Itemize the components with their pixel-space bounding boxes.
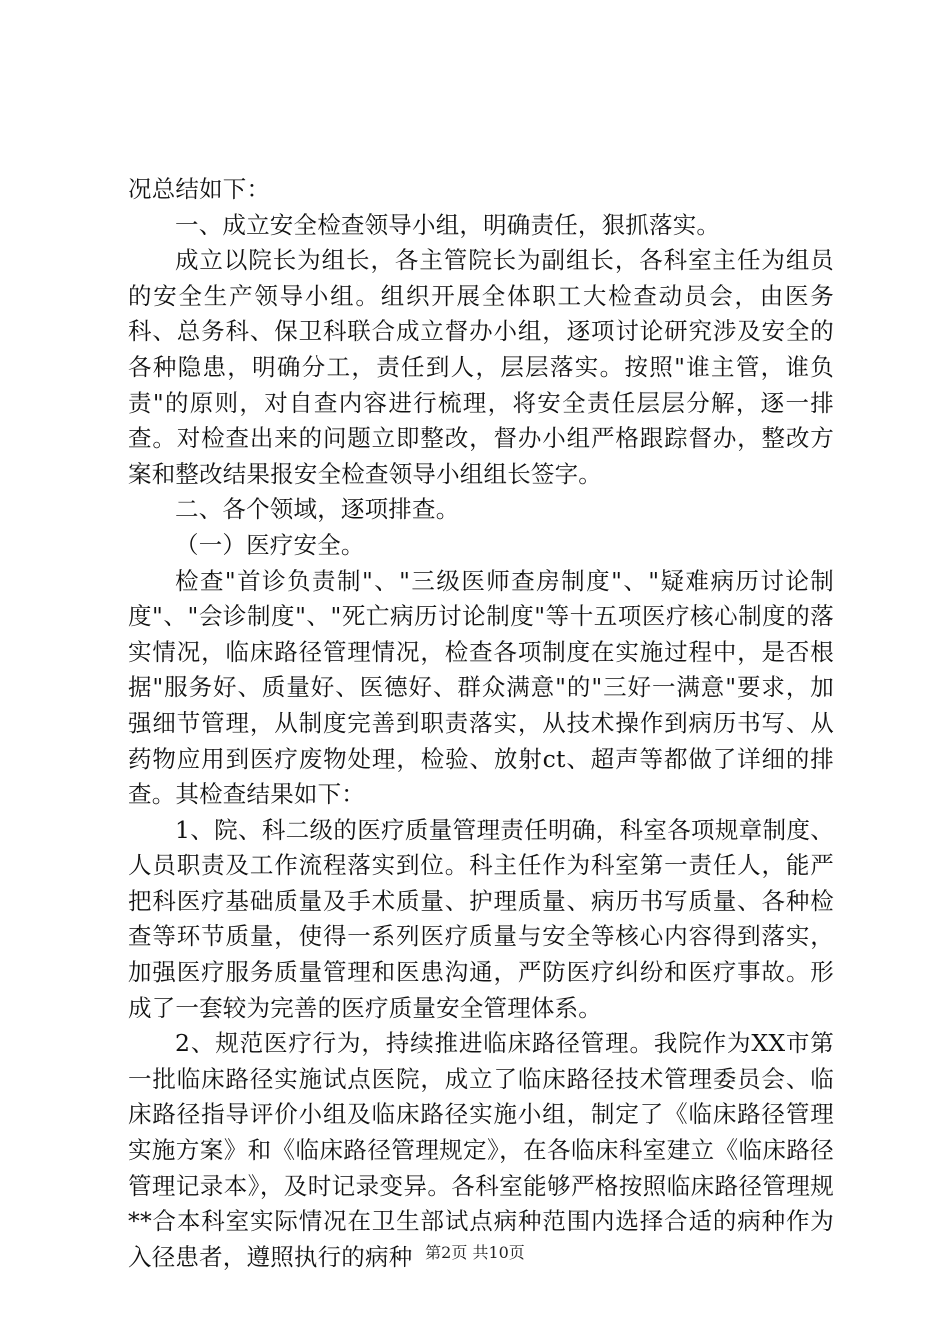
paragraph-7: 2、规范医疗行为，持续推进临床路径管理。我院作为XX市第一批临床路径实施试点医院，成立了临床路径技术管理委员会、临床路径指导评价小组及临床路径实施小组，制定了《临床路径管理实施方案》和《临床路径管理规定》，在各临床科室建立《临床路径管理记录本》，及时记录变异。各科室能够严格按照临床路径管理规**合本科室实际情况在卫生部试点病种范围内选择合适的病种作为入径患者，遵照执行的病种 — [128, 1029, 834, 1271]
paragraph-3: 二、各个领域，逐项排查。 — [175, 495, 460, 524]
paragraph-0: 况总结如下： — [128, 175, 271, 203]
paragraph-2: 成立以院长为组长，各主管院长为副组长，各科室主任为组员的安全生产领导小组。组织开展全体职工大检查动员会，由医务科、总务科、保卫科联合成立督办小组，逐项讨论研究涉及安全的各种隐患，明确分工，责任到人，层层落实。按照"谁主管，谁负责"的原则，对自查内容进行梳理，将安全责任层层分解，逐一排查。对检查出来的问题立即整改，督办小组严格跟踪督办，整改方案和整改结果报安全检查领导小组组长签字。 — [128, 246, 834, 488]
page-number-footer: 第2页 共10页 — [425, 1243, 525, 1262]
paragraph-1: 一、成立安全检查领导小组，明确责任，狠抓落实。 — [175, 210, 721, 239]
document-body — [128, 172, 834, 1275]
paragraph-6: 1、院、科二级的医疗质量管理责任明确，科室各项规章制度、人员职责及工作流程落实到位。科主任作为科室第一责任人，能严把科医疗基础质量及手术质量、护理质量、病历书写质量、各种检查等环节质量，使得一系列医疗质量与安全等核心内容得到落实，加强医疗服务质量管理和医患沟通，严防医疗纠纷和医疗事故。形成了一套较为完善的医疗质量安全管理体系。 — [128, 815, 834, 1022]
paragraph-5: 检查"首诊负责制"、"三级医师查房制度"、"疑难病历讨论制度"、"会诊制度"、"死亡病历讨论制度"等十五项医疗核心制度的落实情况，临床路径管理情况，检查各项制度在实施过程中，是否根据"服务好、质量好、医德好、群众满意"的"三好一满意"要求，加强细节管理，从制度完善到职责落实，从技术操作到病历书写、从药物应用到医疗废物处理，检验、放射ct、超声等都做了详细的排查。其检查结果如下： — [128, 566, 834, 809]
paragraph-4: （一）医疗安全。 — [175, 530, 365, 559]
